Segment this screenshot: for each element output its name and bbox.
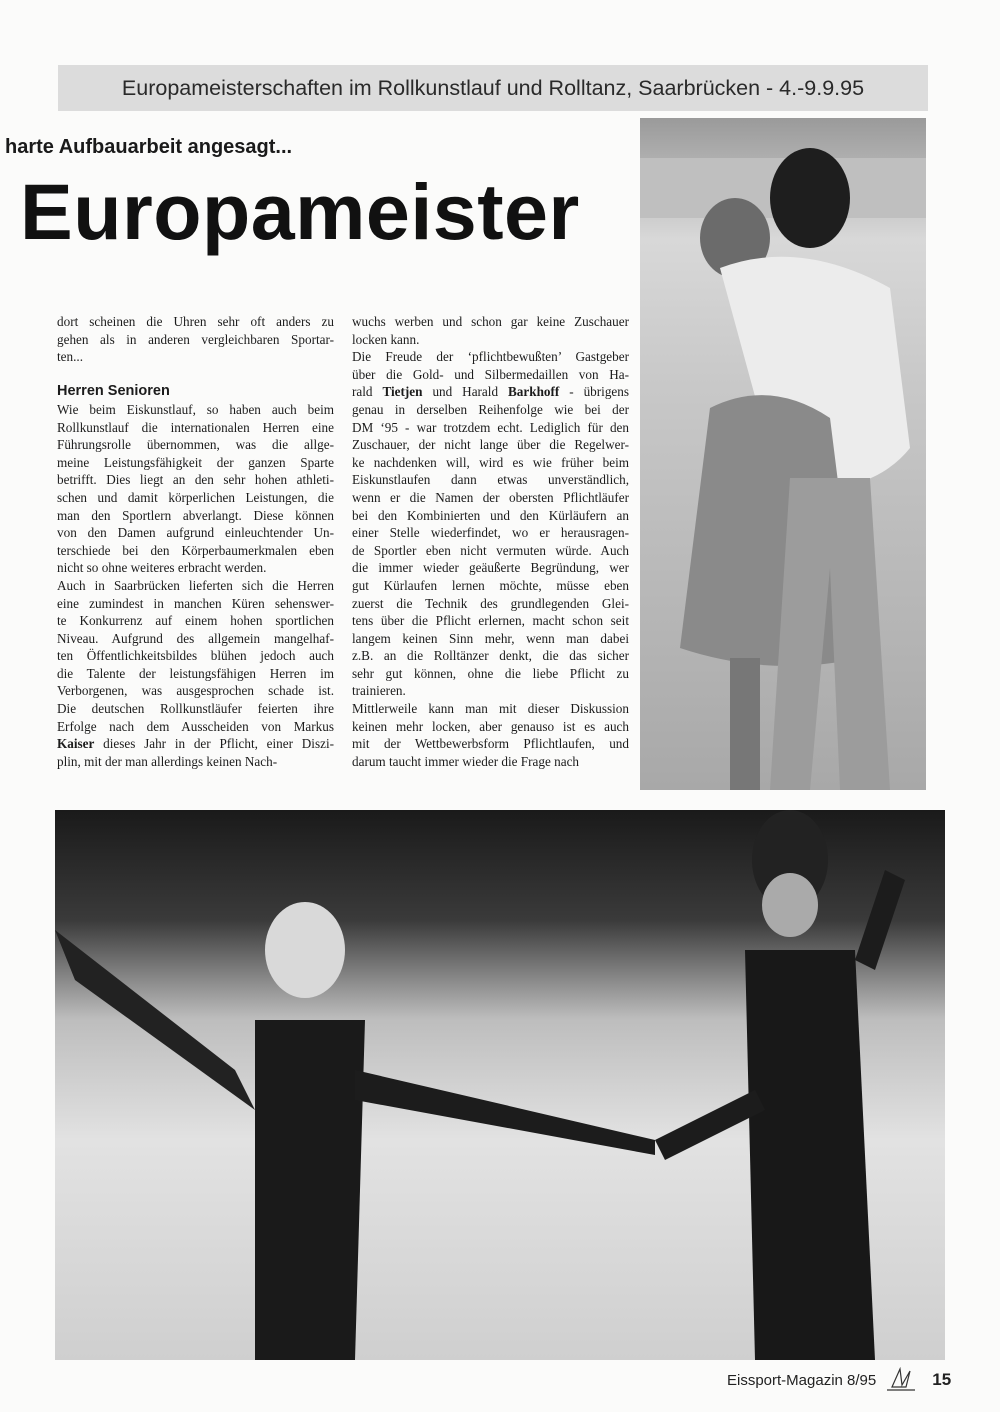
text-line: eine zumindest in manchen Küren sehenswer-: [57, 595, 334, 611]
paragraph: [352, 700, 629, 770]
text-line: tens über die Pflicht erlernen, macht schon seit: [352, 613, 629, 629]
text-line: man den Sportlern abverlangt. Diese können: [57, 507, 334, 523]
text-line: schen und damit körperlichen Leistungen, die: [57, 489, 334, 505]
article-column-2: [352, 313, 629, 770]
text-line: Eiskunstlaufen dann etwas unverständlich,: [352, 472, 629, 488]
text-segment: rald: [352, 384, 383, 400]
text-line: z.B. an die Rolltänzer denkt, die das sicher: [352, 648, 629, 664]
text-line: Zuschauer, der nicht lange über die Regelwer-: [352, 437, 629, 453]
text-line: ten...: [57, 349, 84, 365]
text-line: wenn er die Namen der obersten Pflichtläufer: [352, 489, 629, 505]
text-line: Die deutschen Rollkunstläufer feierten ihre: [57, 701, 334, 717]
text-line: locken kann.: [352, 331, 420, 347]
text-line: zuerst die Technik des grundlegenden Glei-: [352, 595, 629, 611]
text-segment: dieses Jahr in der Pflicht, einer Diszi-: [94, 736, 334, 752]
bold-name: Tietjen: [382, 384, 423, 400]
page-number: 15: [932, 1370, 952, 1389]
text-line: Verborgenen, was ausgesprochen schade ist.: [57, 683, 334, 699]
text-line: plin, mit der man allerdings keinen Nach-: [57, 753, 278, 769]
subheading-herren-senioren: Herren Senioren: [57, 383, 170, 400]
text-line: wuchs werben und schon gar keine Zuschauer: [352, 314, 629, 329]
text-line: darum taucht immer wieder die Frage nach: [352, 753, 580, 769]
text-line: Niveau. Aufgrund des allgemein mangelhaf-: [57, 630, 334, 646]
text-line: Auch in Saarbrücken lieferten sich die Herren: [57, 577, 334, 593]
photo-dance-couple-embrace: [640, 118, 926, 790]
text-line: ke nachdenken will, wird es wie früher beim: [352, 454, 629, 470]
text-line: [57, 735, 334, 753]
text-line: die immer wieder geäußerte Begründung, wer: [352, 560, 629, 576]
text-line: Die Freude der ‘pflichtbewußten’ Gastgeber: [352, 349, 629, 365]
event-header-text: Europameisterschaften im Rollkunstlauf und Rolltanz, Saarbrücken - 4.-9.9.95: [121, 75, 865, 100]
text-line: trainieren.: [352, 683, 406, 699]
text-line: betrifft. Dies liegt an den sehr hohen athleti-: [57, 472, 334, 488]
photo-figures: [55, 810, 945, 1360]
text-line: mit der Wettbewerbsform Pflichtlaufen, und: [352, 736, 629, 752]
bold-name: Barkhoff: [508, 384, 560, 400]
paragraph: [352, 348, 629, 700]
text-line: DM ‘95 - war trotzdem echt. Lediglich für den: [352, 419, 629, 435]
text-line: terschiede bei den Körperbaumerkmalen eben: [57, 542, 334, 558]
bold-name: Kaiser: [57, 736, 95, 752]
text-line: genau in derselben Reihenfolge wie bei der: [352, 401, 629, 417]
text-line: gehen als in anderen vergleichbaren Sportar-: [57, 331, 334, 347]
skate-wing-logo-icon: [884, 1367, 918, 1393]
text-line: langem keinen Sinn mehr, wenn man dabei: [352, 630, 629, 646]
text-line: über die Gold- und Silbermedaillen von Ha-: [352, 366, 629, 382]
text-line: Führungsrolle übernommen, was die allge-: [57, 437, 334, 453]
text-line: gut Kürlaufen lernen möchte, müsse eben: [352, 577, 629, 593]
photo-figures: [640, 118, 926, 790]
text-line: sehr gut können, ohne die liebe Pflicht zu: [352, 665, 629, 681]
magazine-issue: Eissport-Magazin 8/95: [727, 1371, 877, 1389]
text-line: te Konkurrenz auf einem hohen sportlichen: [57, 613, 334, 629]
text-line: dort scheinen die Uhren sehr oft anders zu: [57, 314, 334, 329]
text-segment: und Harald: [422, 384, 508, 400]
text-line: de Sportler eben nicht vermuten würde. Auch: [352, 542, 629, 558]
kicker-headline: harte Aufbauarbeit angesagt...: [5, 136, 293, 158]
paragraph: [57, 401, 334, 577]
paragraph: [57, 577, 334, 771]
photo-dance-couple-performing: [55, 810, 945, 1360]
page-footer: [727, 1367, 951, 1393]
text-line: Wie beim Eiskunstlauf, so haben auch beim: [57, 401, 334, 417]
intro-paragraph: [57, 313, 334, 366]
event-header-band: [58, 65, 928, 111]
text-line: von den Damen aufgrund einleuchtender Un-: [57, 525, 334, 541]
text-line: Mittlerweile kann man mit dieser Diskussion: [352, 701, 629, 717]
text-line: [352, 383, 629, 401]
text-line: keinen mehr locken, aber genauso ist es auch: [352, 718, 629, 734]
article-column-1: [57, 313, 334, 770]
text-line: einer Stelle wiederfindet, wo er herausragen-: [352, 525, 629, 541]
text-line: nicht so ohne weiteres erbracht werden.: [57, 560, 267, 576]
text-line: die Talente der leistungsfähigen Herren im: [57, 665, 334, 681]
text-line: meine Leistungsfähigkeit der ganzen Sparte: [57, 454, 334, 470]
text-line: bei den Kombinierten und den Kürläufern an: [352, 507, 629, 523]
paragraph: [352, 313, 629, 348]
text-line: Rollkunstlauf die internationalen Herren eine: [57, 419, 334, 435]
text-segment: - übrigens: [559, 384, 629, 400]
article-title: Europameister: [20, 167, 580, 256]
text-line: ten Öffentlichkeitsbildes blühen jedoch auch: [57, 648, 334, 664]
text-line: Erfolge nach dem Ausscheiden von Markus: [57, 718, 334, 734]
